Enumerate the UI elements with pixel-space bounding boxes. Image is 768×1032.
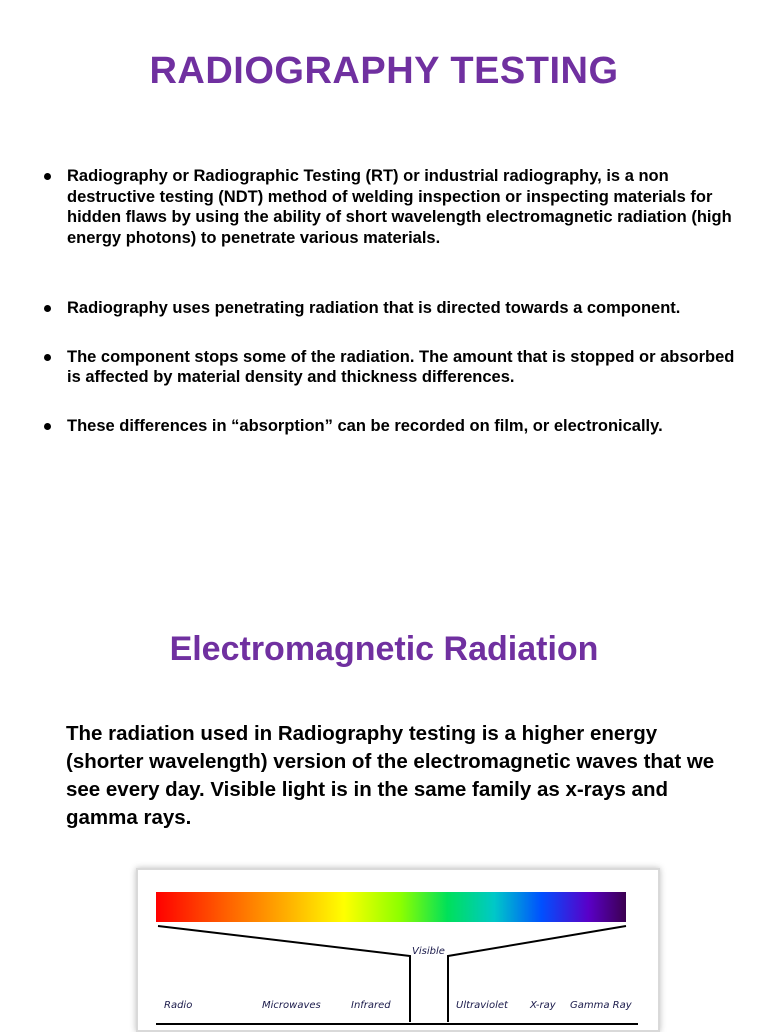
bullet-list [40, 166, 750, 436]
list-item-text: Radiography uses penetrating radiation that is directed towards a component. [67, 299, 681, 317]
list-item-text: The component stops some of the radiation. The amount that is stopped or absorbed is affected by material density and thickness differences. [67, 347, 735, 386]
spectrum-diagram [138, 870, 658, 1030]
spectrum-figure [136, 868, 660, 1032]
visible-label: Visible [412, 946, 445, 957]
band-label-xray: X-ray [530, 1000, 556, 1011]
list-item [40, 166, 750, 248]
list-item-text: Radiography or Radiographic Testing (RT) or industrial radiography, is a non destructive testing (NDT) method of welding inspection or inspecting materials for hidden flaws by using the ability of short wavelength electromagnetic radiation (high energy photons) to penetrate various materials. [67, 167, 732, 247]
list-item [40, 298, 750, 319]
bullet-dot-icon [44, 354, 51, 361]
band-label-infrared: Infrared [351, 1000, 391, 1011]
section-title: Electromagnetic Radiation [169, 630, 599, 668]
list-item-text: These differences in “absorption” can be recorded on film, or electronically. [67, 416, 663, 435]
band-label-radio: Radio [164, 1000, 193, 1011]
band-label-ultraviolet: Ultraviolet [456, 1000, 508, 1011]
bullet-dot-icon [44, 423, 51, 430]
band-label-microwaves: Microwaves [262, 1000, 321, 1011]
band-label-gamma-ray: Gamma Ray [570, 1000, 632, 1011]
list-item [40, 416, 750, 437]
section-paragraph: The radiation used in Radiography testing is a higher energy (shorter wavelength) version of the electromagnetic waves that we see every day. Visible light is in the same family as x-rays and gamma rays. [66, 722, 715, 829]
bullet-dot-icon [44, 173, 51, 180]
list-item [40, 347, 750, 388]
page-title: RADIOGRAPHY TESTING [149, 50, 619, 92]
visible-spectrum-bar [156, 892, 626, 922]
bullet-dot-icon [44, 305, 51, 312]
